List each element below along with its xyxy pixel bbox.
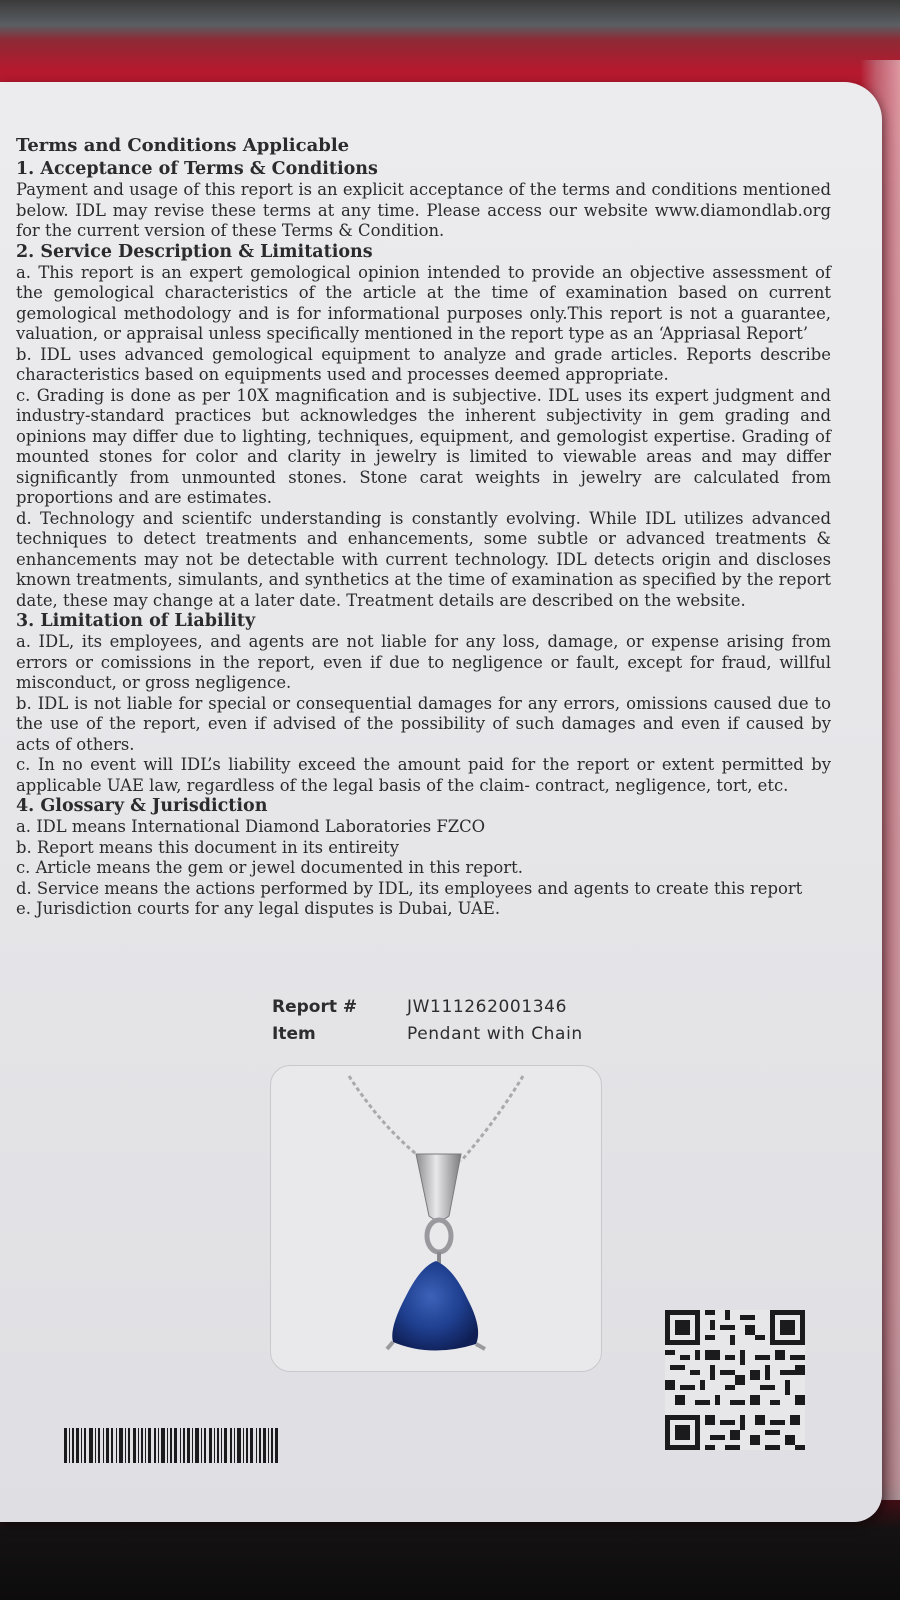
section-heading-3: 3. Limitation of Liability (16, 611, 256, 631)
terms-block (16, 133, 831, 920)
section-3-para-b: b. IDL is not liable for special or consequential damages for any errors, omissions caused due to the use of the report, even if advised of the possibility of such damages and even if caused by acts of others. (16, 693, 831, 754)
report-meta (272, 993, 672, 1047)
pendant-photo-frame (270, 1065, 602, 1372)
section-heading-1: 1. Acceptance of Terms & Conditions (16, 159, 378, 179)
glossary-item-c: c. Article means the gem or jewel documented in this report. (16, 858, 523, 877)
section-2-para-d: d. Technology and scientifc understanding is constantly evolving. While IDL utilizes advanced techniques to detect treatments and enhancements, some subtle or advanced treatments & enhancements may not be detectable with current technology. IDL detects origin and discloses known treatments, simulants, and synthetics at the time of examination as specified by the report date, these may change at a later date. Treatment details are described on the website. (16, 508, 831, 610)
qr-code-icon (665, 1310, 805, 1450)
section-2-para-c: c. Grading is done as per 10X magnification and is subjective. IDL uses its expert judgment and industry-standard practices but acknowledges the inherent subjectivity in gem grading and opinions may differ due to lighting, techniques, equipment, and gemologist expertise. Grading of mounted stones for color and clarity in jewelry is limited to viewable areas and may differ significantly from unmounted stones. Stone carat weights in jewelry are calculated from proportions and are estimates. (16, 385, 831, 507)
glossary-item-a: a. IDL means International Diamond Laboratories FZCO (16, 817, 486, 836)
pendant-photo-icon (271, 1066, 601, 1371)
section-1-para-1: Payment and usage of this report is an explicit acceptance of the terms and conditions mentioned below. IDL may revise these terms at any time. Please access our website www.diamondlab.org for the current version of these Terms & Condition. (16, 180, 831, 240)
barcode-icon (64, 1428, 279, 1463)
glossary-item-e: e. Jurisdiction courts for any legal disputes is Dubai, UAE. (16, 899, 501, 918)
item-value: Pendant with Chain (407, 1023, 583, 1044)
section-heading-4: 4. Glossary & Jurisdiction (16, 796, 268, 816)
glossary-item-d: d. Service means the actions performed by IDL, its employees and agents to create this report (16, 878, 803, 898)
terms-title: Terms and Conditions Applicable (16, 135, 350, 156)
report-number-row (272, 993, 672, 1020)
section-3-para-c: c. In no event will IDL’s liability exceed the amount paid for the report or extent permitted by applicable UAE law, regardless of the legal basis of the claim- contract, negligence, tort, etc. (16, 755, 831, 795)
section-2-para-a: a. This report is an expert gemological opinion intended to provide an objective assessment of the gemological characteristics of the article at the time of examination based on current gemological methodology and is for informational purposes only.This report is not a guarantee, valuation, or appraisal unless specifically mentioned in the report type as an ‘Appriasal Report’ (16, 262, 831, 343)
glossary-item-b: b. Report means this document in its entireity (16, 837, 400, 857)
section-3-para-a: a. IDL, its employees, and agents are not liable for any loss, damage, or expense arising from errors or comissions in the report, even if due to negligence or fault, except for fraud, willful misconduct, or gross negligence. (16, 632, 831, 692)
section-heading-2: 2. Service Description & Limitations (16, 241, 373, 262)
section-2-para-b: b. IDL uses advanced gemological equipment to analyze and grade articles. Reports describe characteristics based on equipments used and processes deemed appropriate. (16, 344, 831, 384)
item-label: Item (272, 1023, 316, 1044)
report-number-value: JW111262001346 (407, 996, 568, 1017)
report-number-label: Report # (272, 996, 358, 1017)
item-row (272, 1020, 672, 1047)
